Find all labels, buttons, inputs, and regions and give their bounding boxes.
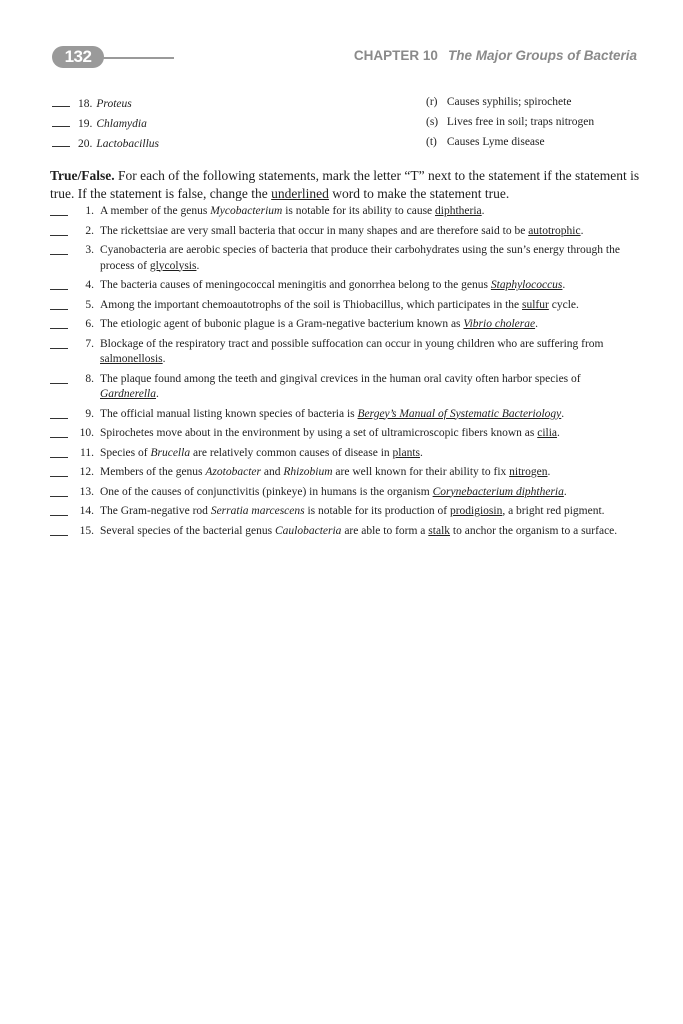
true-false-item xyxy=(50,337,640,368)
statement-text xyxy=(100,486,567,498)
true-false-item xyxy=(50,426,640,442)
statement-text xyxy=(100,279,565,291)
text-part: . xyxy=(156,388,159,400)
description-text: Lives free in soil; traps nitrogen xyxy=(444,116,595,128)
underlined-word: autotrophic xyxy=(528,224,581,237)
underlined-italic-term: Staphylococcus xyxy=(490,279,563,291)
text-part: Several species of the bacterial genus xyxy=(100,524,275,537)
text-part: . xyxy=(547,466,551,478)
text-part: to anchor the organism to a surface. xyxy=(450,524,618,537)
underlined-word: nitrogen xyxy=(509,466,548,478)
true-false-item xyxy=(50,298,640,314)
text-part: One of the causes of conjunctivitis (pinkeye) in humans is the organism xyxy=(100,485,433,498)
statement-text xyxy=(100,338,604,366)
text-part: Blockage of the respiratory tract and possible suffocation can occur in young children who are suffering from xyxy=(100,337,604,350)
true-false-item xyxy=(50,485,640,501)
matching-row xyxy=(52,116,652,136)
item-number: 19. xyxy=(78,118,93,130)
answer-blank[interactable] xyxy=(50,278,68,290)
statement-text xyxy=(100,525,617,537)
true-false-item xyxy=(50,407,640,423)
true-false-item xyxy=(50,243,640,274)
text-part: The rickettsiae are very small bacteria that occur in many shapes and are therefore said to be xyxy=(100,224,529,237)
matching-row xyxy=(52,96,652,116)
item-number: 2. xyxy=(85,224,94,237)
item-number: 15. xyxy=(79,524,94,537)
match-letter: (t) xyxy=(426,136,437,148)
true-false-item xyxy=(50,317,640,333)
text-part: , a bright red pigment. xyxy=(502,505,605,517)
chapter-label: CHAPTER 10 xyxy=(353,48,438,63)
text-part: cycle. xyxy=(548,298,579,311)
statement-text xyxy=(100,373,581,401)
header-rule xyxy=(98,57,174,59)
answer-blank[interactable] xyxy=(50,426,68,438)
item-number: 6. xyxy=(85,318,94,330)
italic-term: Azotobacter xyxy=(205,466,261,478)
underlined-word: stalk xyxy=(428,524,451,537)
chapter-title: The Major Groups of Bacteria xyxy=(447,48,637,63)
text-part: Members of the genus xyxy=(100,466,206,478)
text-part: . xyxy=(481,205,485,217)
text-part: . xyxy=(162,353,166,365)
answer-blank[interactable] xyxy=(50,465,68,477)
answer-blank[interactable] xyxy=(50,317,68,329)
true-false-item xyxy=(50,224,640,240)
text-part: The bacteria causes of meningococcal meningitis and gonorrhea belong to the genus xyxy=(100,279,491,291)
statement-text xyxy=(100,205,485,217)
text-part: are able to form a xyxy=(341,524,429,537)
underlined-word: prodigiosin xyxy=(449,505,503,517)
italic-term: Mycobacterium xyxy=(210,205,283,217)
item-number: 7. xyxy=(85,337,94,350)
item-number: 3. xyxy=(85,244,94,256)
text-part: The Gram-negative rod xyxy=(100,505,211,517)
answer-blank[interactable] xyxy=(50,243,68,255)
underlined-word: cilia xyxy=(537,427,558,439)
statement-text xyxy=(100,318,538,330)
match-description xyxy=(426,136,545,148)
statement-text xyxy=(100,505,605,517)
text-part: The etiologic agent of bubonic plague is a Gram-negative bacterium known as xyxy=(100,318,464,330)
true-false-item xyxy=(50,446,640,462)
text-part: . xyxy=(196,259,200,272)
statement-text xyxy=(100,225,583,237)
true-false-item xyxy=(50,204,640,220)
true-false-label: True/False. xyxy=(50,168,115,183)
underlined-italic-term: Bergey’s Manual of Systematic Bacteriology xyxy=(357,407,562,420)
statement-text xyxy=(100,466,550,478)
answer-blank[interactable] xyxy=(50,485,68,497)
italic-term: Caulobacteria xyxy=(274,524,342,537)
answer-blank[interactable] xyxy=(50,446,68,458)
answer-blank[interactable] xyxy=(52,136,70,147)
statement-text xyxy=(100,447,423,459)
underlined-word: diphtheria xyxy=(435,205,482,217)
match-letter: (s) xyxy=(426,116,439,128)
organism-name: Chlamydia xyxy=(96,118,147,130)
text-part: Cyanobacteria are aerobic species of bacteria that produce their carbohydrates using the sun’s energy through the process of xyxy=(100,244,620,272)
underlined-word: glycolysis xyxy=(149,259,197,272)
text-part: are relatively common causes of disease in xyxy=(190,446,393,459)
item-number: 18. xyxy=(78,98,93,110)
text-part: . xyxy=(561,407,565,420)
statement-text xyxy=(100,427,560,439)
answer-blank[interactable] xyxy=(52,116,70,127)
statement-text xyxy=(100,299,579,311)
match-description xyxy=(426,116,594,128)
statement-text xyxy=(100,244,620,272)
item-number: 14. xyxy=(79,505,94,517)
instructions-underlined: underlined xyxy=(271,186,329,201)
organism-name: Proteus xyxy=(96,98,132,110)
description-text: Causes syphilis; spirochete xyxy=(444,96,572,108)
text-part: and xyxy=(260,466,284,478)
match-description xyxy=(426,96,571,108)
true-false-item xyxy=(50,504,640,520)
chapter-heading xyxy=(354,48,637,63)
underlined-word: sulfur xyxy=(522,298,549,311)
underlined-italic-term: Vibrio cholerae xyxy=(463,318,536,330)
text-part: is notable for its production of xyxy=(304,505,450,517)
description-text: Causes Lyme disease xyxy=(444,136,545,148)
underlined-italic-term: Corynebacterium diphtheria xyxy=(432,485,564,498)
text-part: . xyxy=(535,318,538,330)
underlined-word: salmonellosis xyxy=(100,353,163,365)
text-part: Species of xyxy=(100,446,151,459)
item-number: 8. xyxy=(85,372,94,385)
text-part: The plaque found among the teeth and gingival crevices in the human oral cavity often harbor species of xyxy=(100,372,581,385)
true-false-item xyxy=(50,372,640,403)
text-part: Among the important chemoautotrophs of the soil is Thiobacillus, which participates in the xyxy=(100,298,523,311)
item-number: 4. xyxy=(85,279,94,291)
true-false-instructions xyxy=(50,167,640,203)
page-number-badge: 132 xyxy=(52,46,104,68)
answer-blank[interactable] xyxy=(50,524,68,536)
item-number: 5. xyxy=(85,298,94,311)
underlined-word: plants xyxy=(392,446,421,459)
true-false-item xyxy=(50,278,640,294)
answer-blank[interactable] xyxy=(52,96,70,107)
matching-section xyxy=(52,96,652,156)
matching-row xyxy=(52,136,652,156)
italic-term: Brucella xyxy=(150,446,191,459)
answer-blank[interactable] xyxy=(50,337,68,349)
answer-blank[interactable] xyxy=(50,298,68,310)
true-false-item xyxy=(50,524,640,540)
item-number: 13. xyxy=(79,485,94,498)
answer-blank[interactable] xyxy=(50,204,68,216)
text-part: . xyxy=(557,427,560,439)
answer-blank[interactable] xyxy=(50,504,68,516)
answer-blank[interactable] xyxy=(50,372,68,384)
instructions-text-a: For each of the following statements, mark the letter “T” next to the statement if the statement is true. If the statement is false, change the xyxy=(50,168,640,201)
text-part: is notable for its ability to cause xyxy=(282,205,436,217)
text-part: A member of the genus xyxy=(100,205,211,217)
text-part: . xyxy=(580,224,584,237)
text-part: Spirochetes move about in the environment by using a set of ultramicroscopic fibers known as xyxy=(100,427,538,439)
item-number: 1. xyxy=(85,205,94,217)
text-part: . xyxy=(562,279,566,291)
text-part: are well known for their ability to fix xyxy=(332,466,510,478)
text-part: . xyxy=(420,446,423,459)
statement-text xyxy=(100,408,564,420)
true-false-list xyxy=(50,204,640,543)
underlined-italic-term: Gardnerella xyxy=(100,388,157,400)
answer-blank[interactable] xyxy=(50,407,68,419)
page-header xyxy=(0,0,683,80)
item-number: 20. xyxy=(78,138,93,150)
italic-term: Rhizobium xyxy=(283,466,333,478)
item-number: 11. xyxy=(80,446,94,459)
italic-term: Serratia marcescens xyxy=(210,505,305,517)
item-number: 9. xyxy=(85,407,94,420)
match-letter: (r) xyxy=(426,96,438,108)
item-number: 12. xyxy=(79,466,94,478)
instructions-text-b: word to make the statement true. xyxy=(328,186,510,201)
text-part: . xyxy=(563,485,567,498)
item-number: 10. xyxy=(79,427,94,439)
organism-name: Lactobacillus xyxy=(96,138,159,150)
answer-blank[interactable] xyxy=(50,224,68,236)
true-false-item xyxy=(50,465,640,481)
text-part: The official manual listing known species of bacteria is xyxy=(100,407,358,420)
